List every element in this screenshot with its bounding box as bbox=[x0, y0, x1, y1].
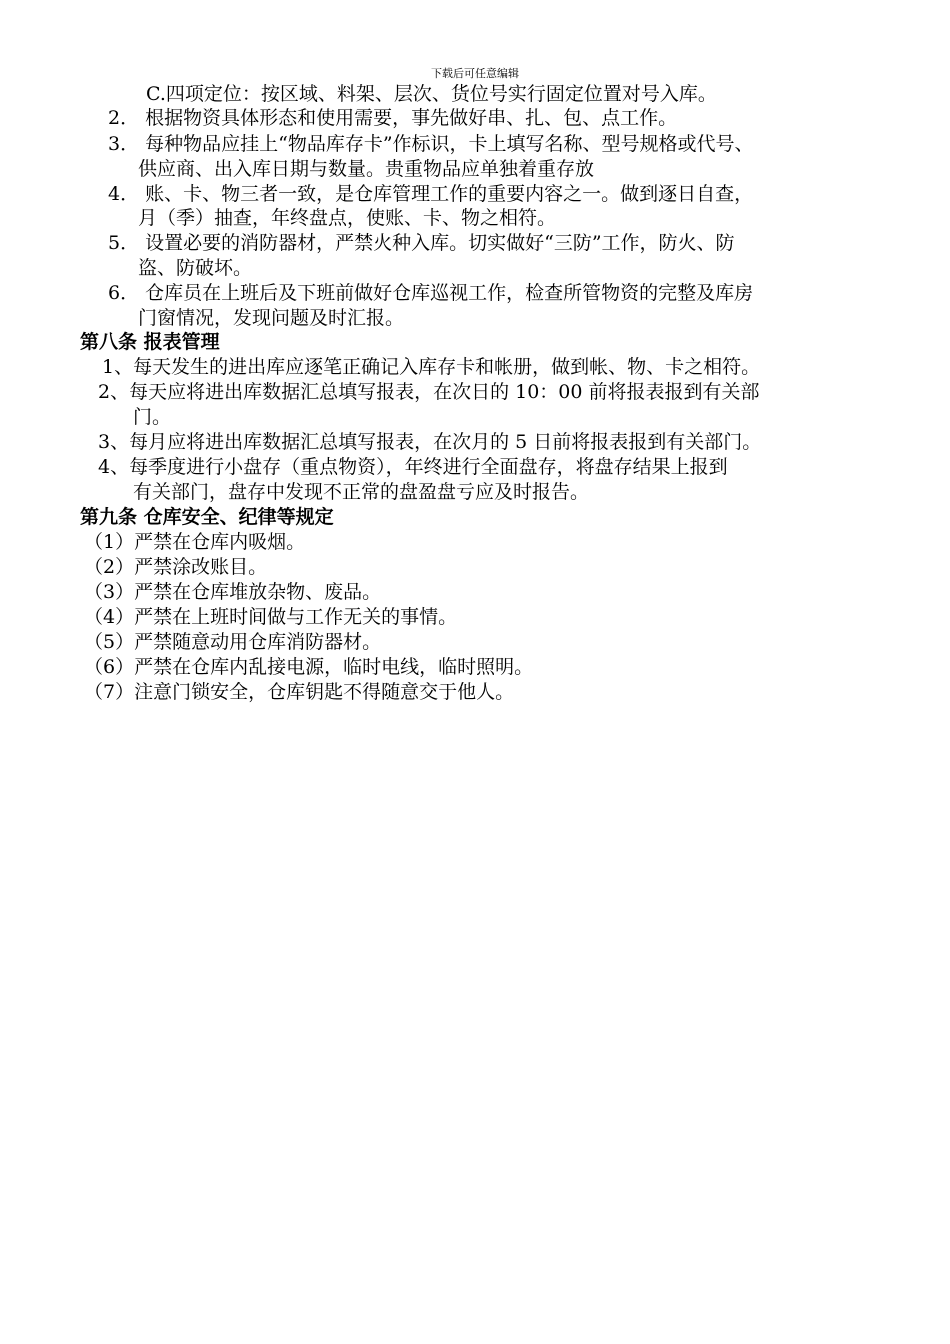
item-5-line-1: 5． 设置必要的消防器材，严禁火种入库。切实做好“三防”工作，防火、防 bbox=[108, 232, 735, 254]
section-8-item-4-line-2: 有关部门，盘存中发现不正常的盘盈盘亏应及时报告。 bbox=[133, 481, 590, 503]
item-3-line-1: 3． 每种物品应挂上“物品库存卡”作标识，卡上填写名称、型号规格或代号、 bbox=[108, 133, 754, 155]
item-3-line-2: 供应商、出入库日期与数量。贵重物品应单独着重存放 bbox=[138, 158, 595, 180]
section-9-item-2: （2）严禁涂改账目。 bbox=[84, 556, 268, 578]
item-5-line-2: 盗、防破坏。 bbox=[138, 257, 253, 279]
section-9-title: 第九条 仓库安全、纪律等规定 bbox=[80, 506, 334, 528]
section-9-item-5: （5）严禁随意动用仓库消防器材。 bbox=[84, 631, 382, 653]
section-8-item-1: 1、每天发生的进出库应逐笔正确记入库存卡和帐册，做到帐、物、卡之相符。 bbox=[102, 356, 761, 378]
section-8-title: 第八条 报表管理 bbox=[80, 331, 220, 353]
section-9-item-1: （1）严禁在仓库内吸烟。 bbox=[84, 531, 306, 553]
item-2: 2． 根据物资具体形态和使用需要，事先做好串、扎、包、点工作。 bbox=[108, 107, 678, 129]
section-8-item-2-line-1: 2、每天应将进出库数据汇总填写报表，在次日的 10：00 前将报表报到有关部 bbox=[98, 381, 760, 403]
section-8-item-2-line-2: 门。 bbox=[133, 406, 172, 428]
section-9-item-6: （6）严禁在仓库内乱接电源，临时电线，临时照明。 bbox=[84, 656, 534, 678]
item-6-line-1: 6． 仓库员在上班后及下班前做好仓库巡视工作，检查所管物资的完整及库房 bbox=[108, 282, 754, 304]
section-8-item-3: 3、每月应将进出库数据汇总填写报表，在次月的 5 日前将报表报到有关部门。 bbox=[98, 431, 762, 453]
item-6-line-2: 门窗情况，发现问题及时汇报。 bbox=[138, 307, 405, 329]
page-header-note: 下载后可任意编辑 bbox=[431, 67, 519, 80]
section-9-item-4: （4）严禁在上班时间做与工作无关的事情。 bbox=[84, 606, 458, 628]
section-9-item-3: （3）严禁在仓库堆放杂物、废品。 bbox=[84, 581, 382, 603]
section-8-item-4-line-1: 4、每季度进行小盘存（重点物资），年终进行全面盘存，将盘存结果上报到 bbox=[98, 456, 728, 478]
item-c-four-location: C.四项定位：按区域、料架、层次、货位号实行固定位置对号入库。 bbox=[146, 83, 717, 105]
item-4-line-1: 4． 账、卡、物三者一致，是仓库管理工作的重要内容之一。做到逐日自查， bbox=[108, 183, 754, 205]
section-9-item-7: （7）注意门锁安全，仓库钥匙不得随意交于他人。 bbox=[84, 681, 515, 703]
item-4-line-2: 月（季）抽查，年终盘点，使账、卡、物之相符。 bbox=[138, 207, 557, 229]
